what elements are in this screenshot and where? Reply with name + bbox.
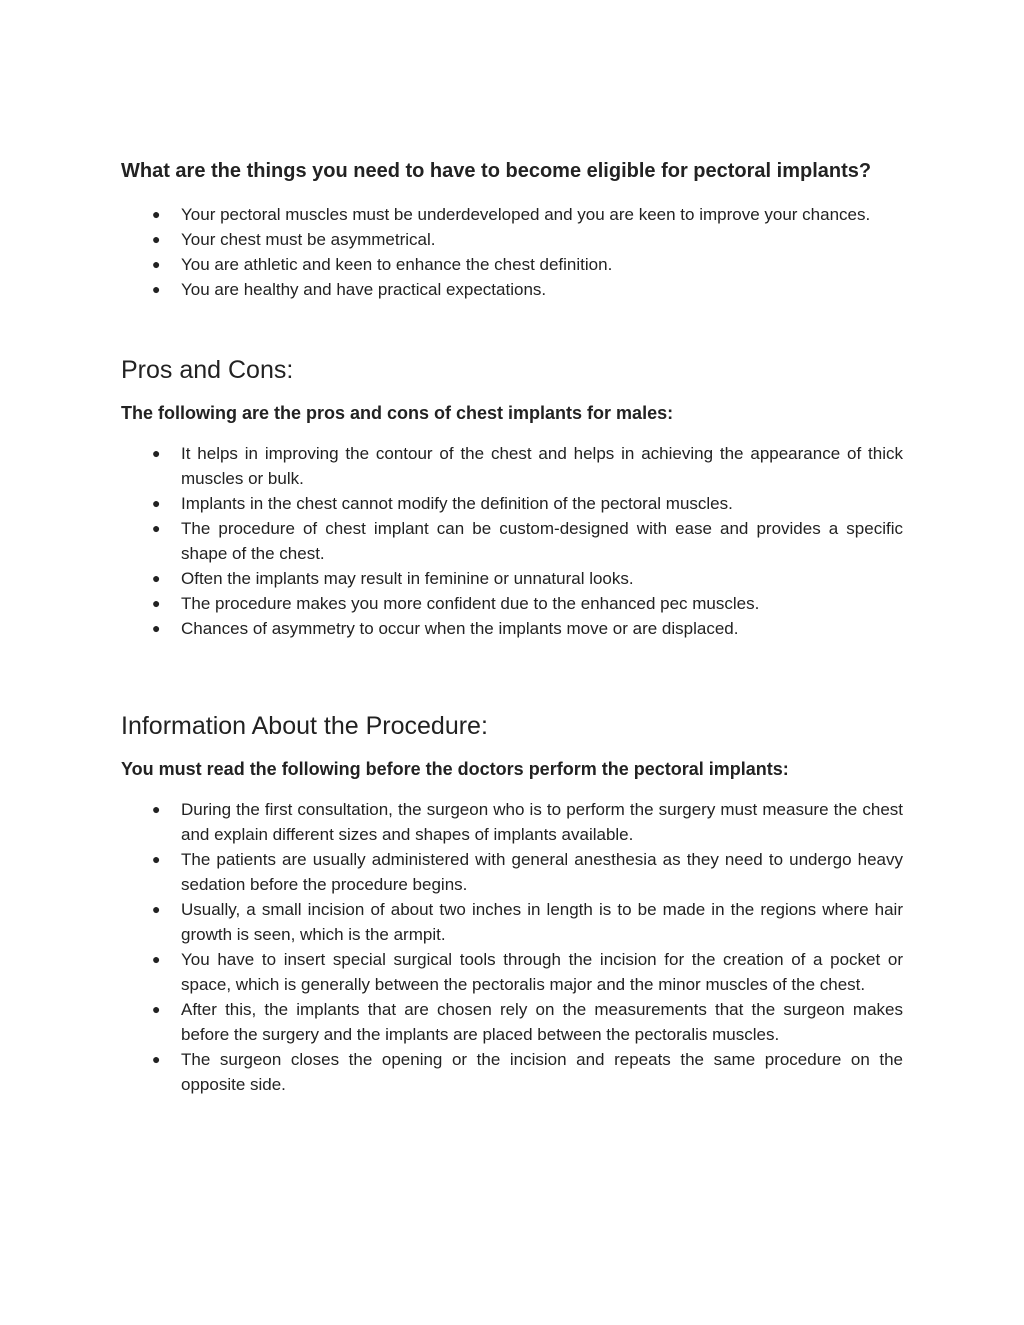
eligibility-heading: What are the things you need to have to become eligible for pectoral implants? — [121, 160, 872, 182]
bullet-icon: ● — [152, 851, 161, 867]
bullet-icon: ● — [152, 256, 161, 272]
procedure-subheading: You must read the following before the doctors perform the pectoral implants: — [121, 759, 789, 779]
bullet-icon: ● — [152, 1001, 161, 1017]
list-item: ● The procedure makes you more confident due to the enhanced pec muscles. — [121, 591, 903, 616]
procedure-list — [121, 797, 903, 1097]
eligibility-list — [121, 202, 903, 302]
bullet-icon: ● — [152, 951, 161, 967]
pros-cons-list — [121, 441, 903, 641]
bullet-icon: ● — [152, 445, 161, 461]
list-item: ● Your pectoral muscles must be underdeveloped and you are keen to improve your chances. — [121, 202, 903, 227]
bullet-icon: ● — [152, 281, 161, 297]
list-item: ● Implants in the chest cannot modify the definition of the pectoral muscles. — [121, 491, 903, 516]
list-item: ● You are healthy and have practical expectations. — [121, 277, 903, 302]
list-item: ● Often the implants may result in feminine or unnatural looks. — [121, 566, 903, 591]
list-item: ● The patients are usually administered with general anesthesia as they need to undergo heavy sedation before the procedure begins. — [121, 847, 903, 897]
list-item: ● It helps in improving the contour of the chest and helps in achieving the appearance of thick muscles or bulk. — [121, 441, 903, 491]
bullet-icon: ● — [152, 231, 161, 247]
bullet-icon: ● — [152, 520, 161, 536]
bullet-icon: ● — [152, 801, 161, 817]
list-item: ● After this, the implants that are chosen rely on the measurements that the surgeon makes before the surgery and the implants are placed between the pectoralis muscles. — [121, 997, 903, 1047]
bullet-icon: ● — [152, 901, 161, 917]
pros-cons-title: Pros and Cons: — [121, 356, 294, 384]
list-item: ● You are athletic and keen to enhance the chest definition. — [121, 252, 903, 277]
list-item: ● Your chest must be asymmetrical. — [121, 227, 903, 252]
bullet-icon: ● — [152, 1051, 161, 1067]
bullet-icon: ● — [152, 570, 161, 586]
list-item: ● During the first consultation, the surgeon who is to perform the surgery must measure the chest and explain different sizes and shapes of implants available. — [121, 797, 903, 847]
procedure-title: Information About the Procedure: — [121, 712, 488, 740]
bullet-icon: ● — [152, 620, 161, 636]
list-item: ● The surgeon closes the opening or the incision and repeats the same procedure on the opposite side. — [121, 1047, 903, 1097]
document-page — [121, 156, 903, 1097]
list-item: ● The procedure of chest implant can be custom-designed with ease and provides a specific shape of the chest. — [121, 516, 903, 566]
bullet-icon: ● — [152, 595, 161, 611]
pros-cons-subheading: The following are the pros and cons of chest implants for males: — [121, 403, 674, 423]
list-item: ● Chances of asymmetry to occur when the implants move or are displaced. — [121, 616, 903, 641]
bullet-icon: ● — [152, 206, 161, 222]
list-item: ● Usually, a small incision of about two inches in length is to be made in the regions where hair growth is seen, which is the armpit. — [121, 897, 903, 947]
list-item: ● You have to insert special surgical tools through the incision for the creation of a pocket or space, which is generally between the pectoralis major and the minor muscles of the chest. — [121, 947, 903, 997]
bullet-icon: ● — [152, 495, 161, 511]
